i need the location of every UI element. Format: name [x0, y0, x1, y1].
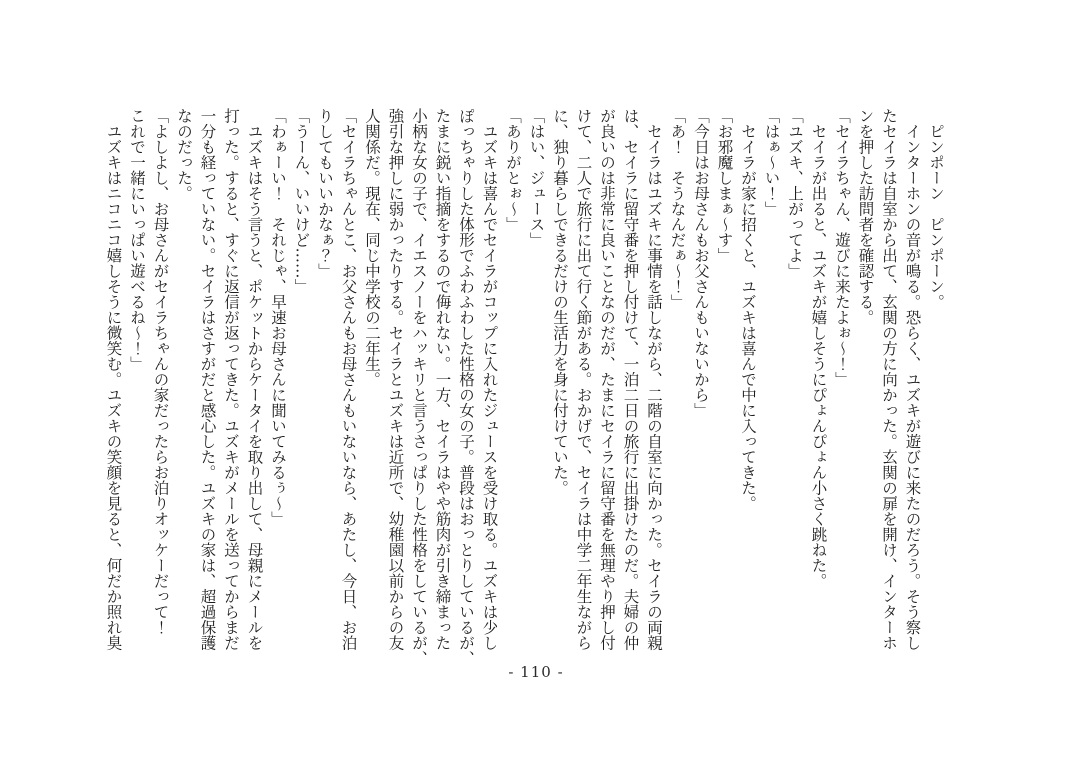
text-line: ユズキは喜んでセイラがコップに入れたジュースを受け取る。ユズキは少し — [480, 108, 499, 651]
text-line: ピンポーン ピンポーン。 — [927, 108, 945, 310]
text-line: 「わぁーい！ それじゃ、早速お母さんに聞いてみるぅ～」 — [269, 108, 287, 527]
text-line: 「お邪魔しまぁ～す」 — [715, 108, 734, 263]
text-line: たセイラは自室から出て、玄関の方に向かった。玄関の扉を開け、インターホ — [880, 108, 898, 651]
text-line: けて、二人で旅行に出て行く節がある。おかげで、セイラは中学二年生ながら — [574, 108, 593, 651]
text-line: 人関係だ。現在、同じ中学校の二年生。 — [363, 108, 381, 387]
text-line: が良いのは非常に良いことなのだが、たまにセイラに留守番を無理やり押し付 — [598, 108, 616, 651]
text-line: は、セイラに留守番を押し付けて、一泊二日の旅行に出掛けたのだ。夫婦の仲 — [621, 108, 640, 651]
text-line: 「セイラちゃんとこ、お父さんもお母さんもいないなら、あたし、今日、お泊 — [339, 108, 358, 651]
text-line: 「よしよし、お母さんがセイラちゃんの家だったらお泊りオッケーだって！ — [151, 108, 170, 635]
text-line: ユズキはそう言うと、ポケットからケータイを取り出して、母親にメールを — [245, 108, 264, 651]
text-line: 「今日はお母さんもお父さんもいないから」 — [692, 108, 710, 418]
text-line: 「うーん、いいけど……」 — [292, 108, 311, 294]
text-line: 一分も経っていない。セイラはさすがだと感心した。ユズキの家は、超過保護 — [198, 108, 217, 651]
text-line: に、独り暮らしできるだけの生活力を身に付けていた。 — [551, 108, 569, 496]
page-number: - 110 - — [508, 663, 564, 681]
text-line: インターホンの音が鳴る。恐らく、ユズキが遊びに来たのだろう。そう察し — [903, 108, 922, 651]
text-line: なのだった。 — [175, 108, 193, 201]
text-line: 打った。すると、すぐに返信が返ってきた。ユズキがメールを送ってからまだ — [222, 108, 240, 651]
text-line: セイラはユズキに事情を話しながら、二階の自室に向かった。セイラの両親 — [645, 108, 663, 651]
text-line: これで一緒にいっぱい遊べるね～！」 — [128, 108, 146, 372]
novel-text-block — [101, 108, 947, 666]
text-line: ンを押した訪問者を確認する。 — [856, 108, 875, 325]
text-line: 「はい、ジュース」 — [527, 108, 546, 248]
text-line: 「セイラちゃん、遊びに来たよぉ～！」 — [833, 108, 851, 387]
text-line: ぽっちゃりした体形でふわふわした性格の女の子。普段はおっとりしているが、 — [457, 108, 475, 666]
text-line: 「ユズキ、上がってよ」 — [786, 108, 804, 279]
text-line: 「あ！ そうなんだぁ～！」 — [668, 108, 687, 310]
text-line: りしてもいいかなぁ？」 — [316, 108, 334, 279]
text-line: 強引な押しに弱かったりする。セイラとユズキは近所で、幼稚園以前からの友 — [386, 108, 405, 651]
text-line: ユズキはニコニコ嬉しそうに微笑む。ユズキの笑顔を見ると、何だか照れ臭 — [104, 108, 123, 651]
text-line: セイラが出ると、ユズキが嬉しそうにぴょんぴょん小さく跳ねた。 — [809, 108, 828, 589]
text-line: 小柄な女の子で、イエスノーをハッキリと言うさっぱりした性格をしているが、 — [410, 108, 428, 666]
text-line: たまに鋭い指摘をするので侮れない。一方、セイラはやや筋肉が引き締まった — [433, 108, 452, 651]
text-line: セイラが家に招くと、ユズキは喜んで中に入ってきた。 — [739, 108, 757, 511]
text-line: 「ありがとぉ～」 — [504, 108, 522, 232]
text-line: 「はぁ～い！」 — [762, 108, 781, 217]
